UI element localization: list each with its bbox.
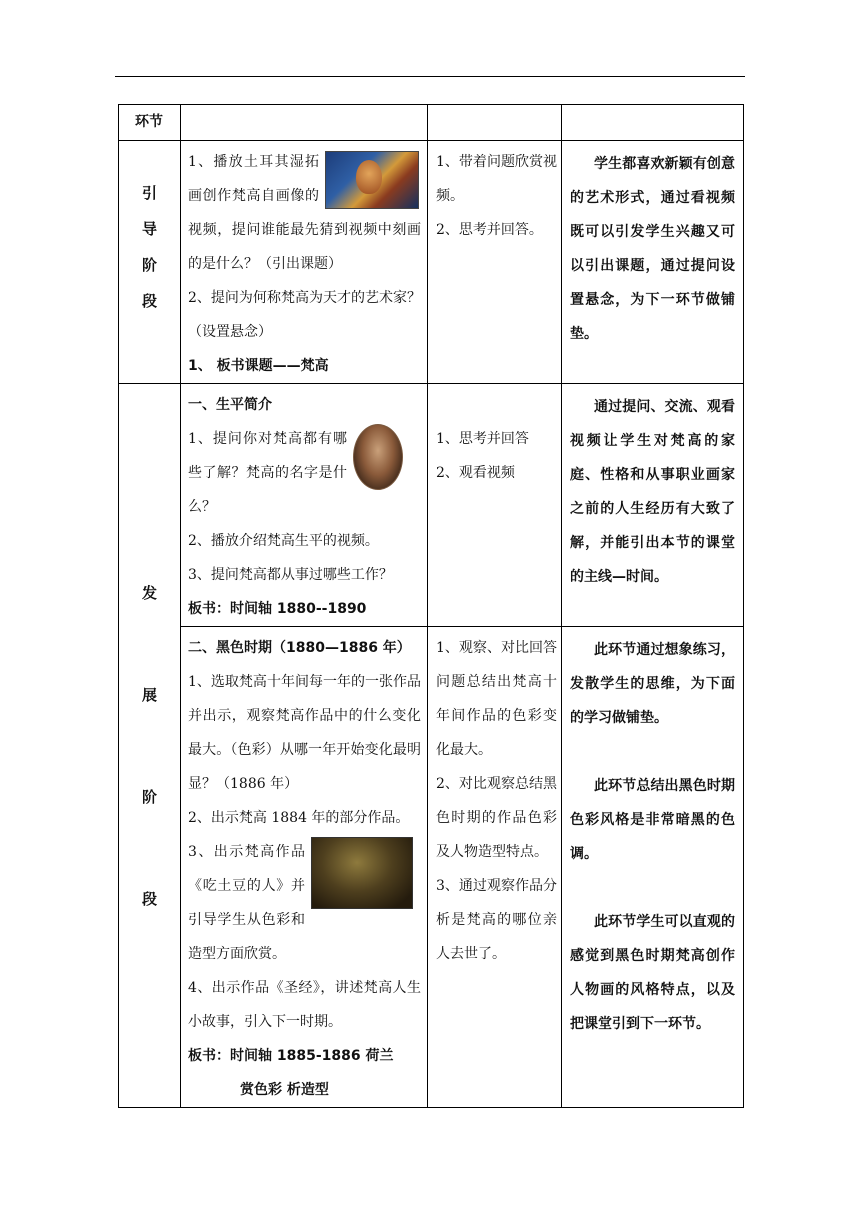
design-intent-cell bbox=[562, 141, 744, 384]
header-rule bbox=[115, 76, 745, 77]
student-activity-cell bbox=[428, 627, 562, 1108]
teacher-step: 3、出示梵高作品《吃土豆的人》并引导学生从色彩和造型方面欣赏。 bbox=[188, 844, 305, 962]
section-title: 一、生平简介 bbox=[188, 397, 272, 413]
header-stage-label: 环节 bbox=[119, 105, 181, 141]
van-gogh-self-portrait-image bbox=[325, 151, 419, 209]
section-title: 二、黑色时期（1880—1886 年） bbox=[188, 640, 411, 656]
teacher-activity-cell bbox=[181, 384, 428, 627]
board-note: 1、 板书课题——梵高 bbox=[188, 358, 329, 374]
teacher-step: 4、出示作品《圣经》，讲述梵高人生小故事，引入下一时期。 bbox=[188, 980, 421, 1030]
design-intent-text: 此环节通过想象练习，发散学生的思维，为下面的学习做铺垫。 bbox=[570, 642, 735, 726]
spacer bbox=[570, 735, 735, 769]
table-row bbox=[119, 627, 744, 1108]
van-gogh-young-portrait-image bbox=[353, 424, 403, 490]
lesson-plan-table bbox=[118, 104, 744, 1108]
stage-cell-development bbox=[119, 384, 181, 1108]
stage-char: 阶 bbox=[141, 787, 157, 806]
teacher-step: 3、提问梵高都从事过哪些工作？ bbox=[188, 567, 393, 583]
design-intent-cell bbox=[562, 384, 744, 627]
board-note: 赏色彩 析造型 bbox=[240, 1082, 329, 1098]
stage-char: 导 bbox=[141, 220, 157, 238]
stage-char: 展 bbox=[141, 685, 157, 704]
design-intent-text: 学生都喜欢新颖有创意的艺术形式，通过看视频既可以引发学生兴趣又可以引出课题，通过提问设置悬念，为下一环节做铺垫。 bbox=[570, 156, 735, 342]
design-intent-text: 通过提问、交流、观看视频让学生对梵高的家庭、性格和从事职业画家之前的人生经历有大致了解，并能引出本节的课堂的主线—时间。 bbox=[570, 399, 735, 585]
student-step: 1、观察、对比回答问题总结出梵高十年间作品的色彩变化最大。 bbox=[436, 640, 557, 758]
board-note: 板书：时间轴 1880--1890 bbox=[188, 601, 367, 617]
student-step: 3、通过观察作品分析是梵高的哪位亲人去世了。 bbox=[436, 878, 557, 962]
student-step: 1、带着问题欣赏视频。 bbox=[436, 154, 557, 204]
header-cell-empty bbox=[181, 105, 428, 141]
header-cell-empty bbox=[562, 105, 744, 141]
table-row bbox=[119, 384, 744, 627]
teacher-step: 2、出示梵高 1884 年的部分作品。 bbox=[188, 810, 410, 826]
teacher-step: 1、播放土耳其湿拓画创作梵高自画像的视频，提问谁能最先猜到视频中刻画的是什么？（引出课题） bbox=[188, 154, 421, 272]
stage-char: 段 bbox=[141, 889, 157, 908]
header-cell-empty bbox=[428, 105, 562, 141]
design-intent-text: 此环节学生可以直观的感觉到黑色时期梵高创作人物画的风格特点，以及把课堂引到下一环节。 bbox=[570, 914, 735, 1032]
stage-char: 发 bbox=[141, 583, 157, 602]
teacher-activity-cell bbox=[181, 627, 428, 1108]
student-step: 2、对比观察总结黑色时期的作品色彩及人物造型特点。 bbox=[436, 776, 557, 860]
header-row bbox=[119, 105, 744, 141]
design-intent-text: 此环节总结出黑色时期色彩风格是非常暗黑的色调。 bbox=[570, 778, 735, 862]
design-intent-cell bbox=[562, 627, 744, 1108]
teacher-step: 2、提问为何称梵高为天才的艺术家？（设置悬念） bbox=[188, 290, 421, 340]
student-activity-cell bbox=[428, 141, 562, 384]
stage-cell-intro bbox=[119, 141, 181, 384]
potato-eaters-painting-image bbox=[311, 837, 413, 909]
student-activity-cell bbox=[428, 384, 562, 627]
stage-char: 引 bbox=[141, 184, 157, 202]
student-step: 1、思考并回答 bbox=[436, 431, 529, 447]
teacher-step: 2、播放介绍梵高生平的视频。 bbox=[188, 533, 379, 549]
student-step: 2、思考并回答。 bbox=[436, 222, 543, 238]
stage-char: 阶 bbox=[141, 256, 157, 274]
spacer bbox=[570, 871, 735, 905]
stage-char: 段 bbox=[141, 292, 157, 310]
student-step: 2、观看视频 bbox=[436, 465, 515, 481]
teacher-step: 1、提问你对梵高都有哪些了解？梵高的名字是什么？ bbox=[188, 431, 347, 515]
board-note: 板书：时间轴 1885-1886 荷兰 bbox=[188, 1048, 394, 1064]
table-row bbox=[119, 141, 744, 384]
teacher-step: 1、选取梵高十年间每一年的一张作品并出示，观察梵高作品中的什么变化最大。（色彩）从哪一年开始变化最明显？（1886 年） bbox=[188, 674, 421, 792]
teacher-activity-cell bbox=[181, 141, 428, 384]
